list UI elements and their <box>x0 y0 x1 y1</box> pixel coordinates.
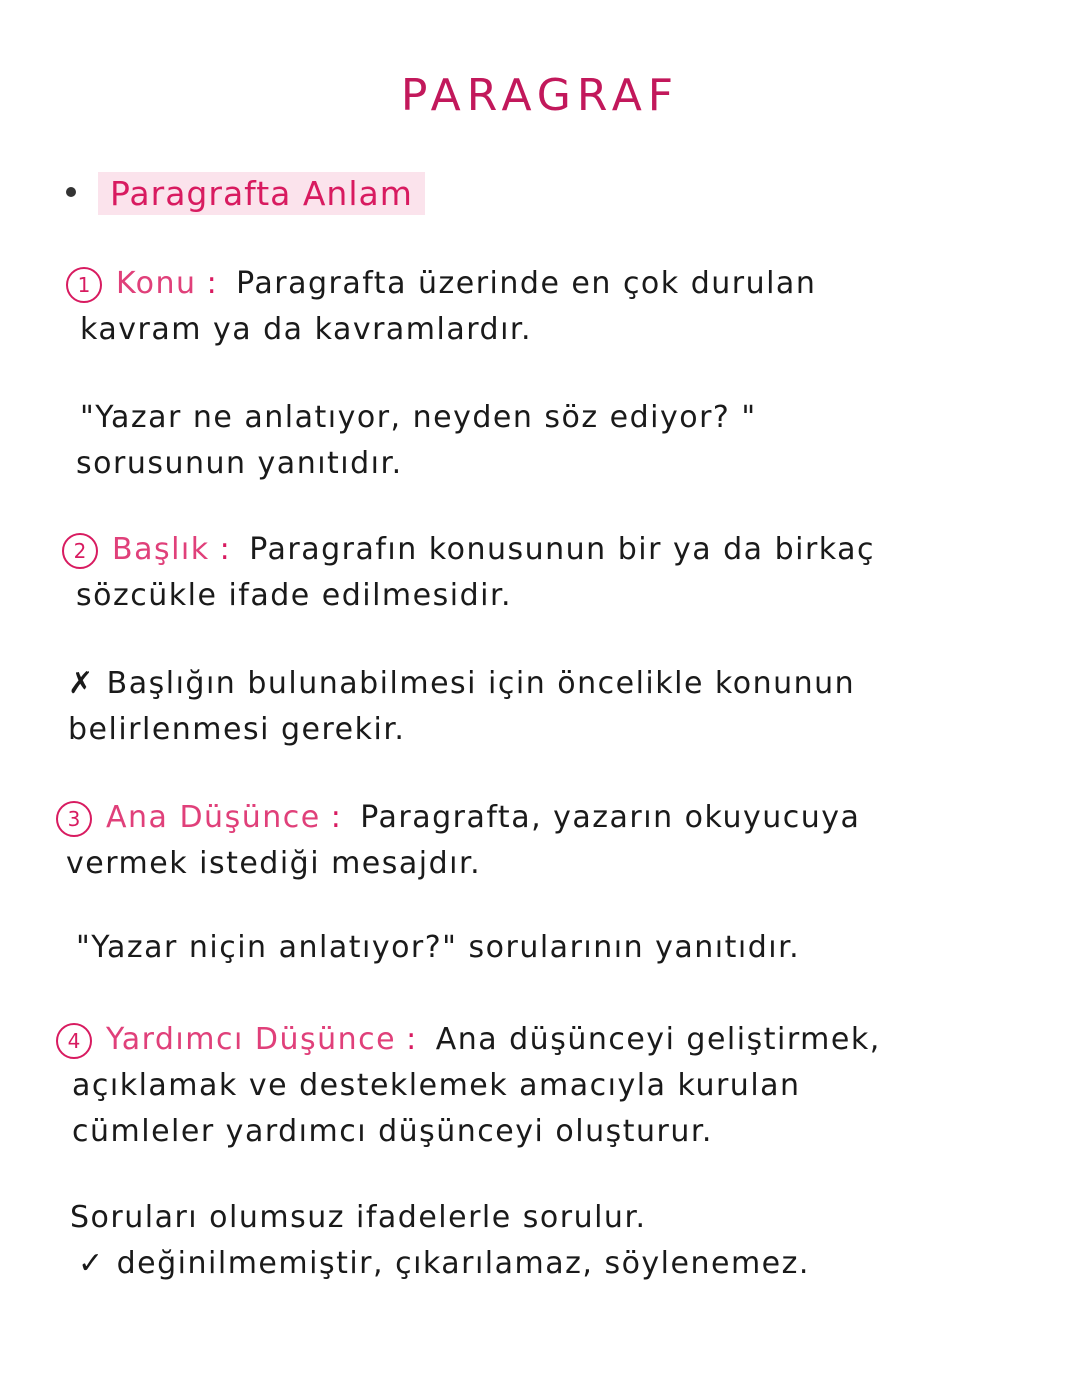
item-3-note-line1: "Yazar niçin anlatıyor?" sorularının yanıtıdır. <box>76 930 801 965</box>
item-4-note-line1: Soruları olumsuz ifadelerle sorulur. <box>70 1200 647 1235</box>
item-4-note-line2-wrap <box>78 1244 810 1284</box>
item-1-note-line2: sorusunun yanıtıdır. <box>76 446 403 481</box>
number-4-icon: 4 <box>56 1023 92 1059</box>
item-4-note-line2: değinilmemiştir, çıkarılamaz, söylenemez. <box>116 1246 810 1281</box>
item-2-note-line2: belirlenmesi gerekir. <box>68 712 406 747</box>
number-1-icon: 1 <box>66 267 102 303</box>
item-1-note-line1: "Yazar ne anlatıyor, neyden söz ediyor? " <box>80 400 757 435</box>
colon: : <box>330 800 343 835</box>
item-4-definition-line1: Ana düşünceyi geliştirmek, <box>435 1022 881 1057</box>
item-4-heading-line <box>56 1020 881 1060</box>
item-2-term: Başlık <box>112 532 210 567</box>
item-3-heading-line <box>56 798 860 838</box>
item-2-heading-line <box>62 530 875 570</box>
section-heading: Paragrafta Anlam <box>98 172 425 215</box>
item-4-term: Yardımcı Düşünce <box>106 1022 397 1057</box>
colon: : <box>406 1022 418 1057</box>
number-3-icon: 3 <box>56 801 92 837</box>
item-3-definition-line1: Paragrafta, yazarın okuyucuya <box>360 800 861 835</box>
item-2-note-line1-wrap <box>68 664 855 704</box>
check-mark-icon: ✓ <box>78 1246 105 1281</box>
item-1-definition-line2: kavram ya da kavramlardır. <box>80 312 533 347</box>
item-2-definition-line1: Paragrafın konusunun bir ya da birkaç <box>249 532 876 567</box>
colon: : <box>219 532 232 567</box>
item-3-definition-line2: vermek istediği mesajdır. <box>66 846 482 881</box>
item-4-definition-line3: cümleler yardımcı düşünceyi oluşturur. <box>72 1114 713 1149</box>
item-1-definition-line1: Paragrafta üzerinde en çok durulan <box>236 266 817 301</box>
cross-mark-icon: ✗ <box>68 666 95 701</box>
item-1-heading-line <box>66 264 816 304</box>
item-1-term: Konu <box>116 266 197 301</box>
item-2-definition-line2: sözcükle ifade edilmesidir. <box>76 578 513 613</box>
item-3-term: Ana Düşünce <box>106 800 321 835</box>
item-4-definition-line2: açıklamak ve desteklemek amacıyla kurulan <box>72 1068 801 1103</box>
item-2-note-line1: Başlığın bulunabilmesi için öncelikle konunun <box>106 666 856 701</box>
number-2-icon: 2 <box>62 533 98 569</box>
page-title: PARAGRAF <box>400 70 680 121</box>
bullet-icon <box>66 187 76 197</box>
colon: : <box>206 266 219 301</box>
